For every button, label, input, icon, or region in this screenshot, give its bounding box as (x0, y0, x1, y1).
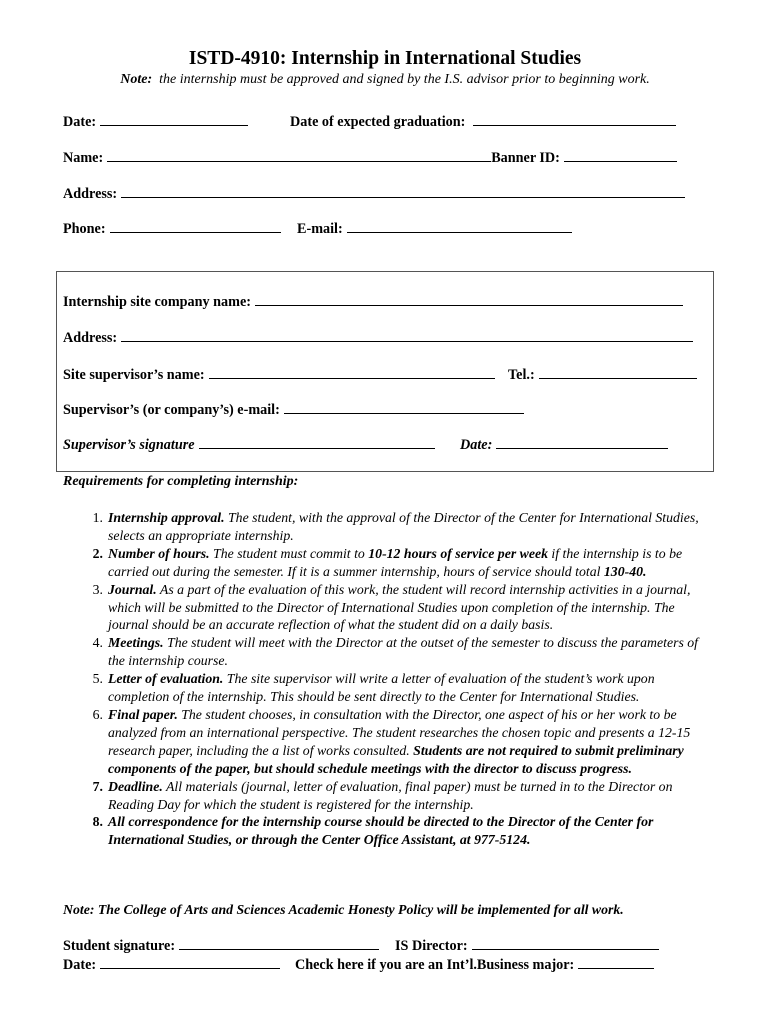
tel-label: Tel.: (508, 367, 535, 383)
supervisor-name-line[interactable] (209, 366, 495, 379)
company-field[interactable] (63, 293, 683, 311)
banner-id-label: Banner ID: (491, 150, 560, 166)
graduation-field[interactable] (290, 113, 676, 131)
approval-note (0, 72, 770, 88)
item-title: Internship approval. (108, 510, 225, 525)
list-item (63, 509, 713, 545)
item-title: Final paper. (108, 706, 178, 722)
supervisor-name-field[interactable] (63, 366, 495, 384)
list-item (63, 778, 713, 814)
signature-date-label: Date: (460, 437, 493, 453)
list-item (63, 545, 713, 581)
business-major-label: Check here if you are an Int’l.Business major: (295, 957, 575, 973)
tel-field[interactable] (508, 366, 697, 384)
item-number: 1. (92, 510, 103, 525)
item-number: 3. (92, 581, 103, 597)
address-line[interactable] (121, 185, 685, 198)
bottom-date-field[interactable] (63, 956, 280, 974)
address-field[interactable] (63, 185, 685, 203)
is-director-field[interactable] (395, 937, 659, 955)
item-title: Number of hours. (108, 545, 210, 561)
address-label: Address: (63, 186, 118, 202)
note-label: Note: (120, 72, 153, 87)
date-field[interactable] (63, 113, 248, 131)
item-number: 7. (92, 778, 103, 794)
name-label: Name: (63, 150, 104, 166)
email-label: E-mail: (297, 221, 343, 237)
note-text: the internship must be approved and signed by the I.S. advisor prior to beginning work. (159, 72, 650, 87)
list-item (63, 670, 713, 706)
is-director-line[interactable] (472, 937, 659, 950)
name-line[interactable] (107, 149, 491, 162)
is-director-label: IS Director: (395, 938, 468, 954)
phone-line[interactable] (110, 220, 281, 233)
page-title: ISTD-4910: Internship in International Studies (188, 48, 582, 69)
supervisor-signature-field[interactable] (63, 436, 435, 454)
item-number: 2. (92, 545, 103, 561)
item-text: The site supervisor will write a letter of evaluation of the student’s work upon completion of the internship. This should be sent directly to the Center for International Studies. (108, 671, 655, 705)
signature-date-line[interactable] (496, 436, 668, 449)
item-text: As a part of the evaluation of this work, the student will record internship activities in a journal, which will be submitted to the Director of International Studies upon completion of the internship. The journal should be an accurate reflection of what the student did on a daily basis. (108, 581, 691, 633)
item-title: Deadline. (108, 778, 163, 794)
honesty-policy-note: Note: The College of Arts and Sciences Academic Honesty Policy will be implemented for all work. (63, 902, 624, 917)
supervisor-signature-label: Supervisor’s signature (63, 437, 195, 453)
phone-label: Phone: (63, 221, 106, 237)
tel-line[interactable] (539, 366, 697, 379)
item-title: Meetings. (108, 635, 164, 651)
site-address-field[interactable] (63, 329, 693, 347)
item-text: The student, with the approval of the Director of the Center for International Studies, selects an appropriate internship. (108, 510, 699, 543)
item-emphasis: 130-40. (603, 563, 647, 579)
student-signature-label: Student signature: (63, 938, 176, 954)
bottom-date-line[interactable] (100, 956, 280, 969)
list-item (63, 706, 713, 778)
date-line[interactable] (100, 113, 248, 126)
item-text: The student must commit to (209, 545, 369, 561)
site-address-line[interactable] (121, 329, 693, 342)
bottom-date-label: Date: (63, 957, 97, 973)
graduation-label: Date of expected graduation: (290, 114, 466, 130)
supervisor-signature-line[interactable] (199, 436, 435, 449)
graduation-line[interactable] (473, 113, 676, 126)
item-text: All materials (journal, letter of evaluation, final paper) must be turned in to the Director on Reading Day for which the student is registered for the internship. (108, 778, 673, 812)
list-item (63, 581, 713, 635)
item-number: 4. (92, 635, 103, 651)
requirements-list (63, 509, 713, 849)
item-emphasis: All correspondence for the internship course should be directed to the Director of the Center for International Studies, or through the Center Office Assistant, at 977-5124. (108, 814, 654, 848)
item-number: 5. (92, 671, 103, 687)
item-title: Letter of evaluation. (108, 671, 224, 687)
list-item (63, 813, 713, 849)
item-number: 8. (92, 814, 103, 830)
supervisor-email-line[interactable] (284, 401, 524, 414)
email-line[interactable] (347, 220, 572, 233)
signature-date-field[interactable] (460, 436, 668, 454)
requirements-heading: Requirements for completing internship: (63, 474, 299, 489)
supervisor-name-label: Site supervisor’s name: (63, 367, 205, 383)
supervisor-email-field[interactable] (63, 401, 524, 419)
email-field[interactable] (297, 220, 572, 238)
company-line[interactable] (255, 293, 683, 306)
item-text: if the internship is to be carried out during the semester. If it is a summer internship, hours of service should total (108, 545, 683, 579)
business-major-checkline[interactable] (578, 956, 654, 969)
site-address-label: Address: (63, 330, 118, 346)
date-label: Date: (63, 114, 97, 130)
phone-field[interactable] (63, 220, 281, 238)
student-signature-line[interactable] (179, 937, 379, 950)
item-emphasis: 10-12 hours of service per week (368, 545, 548, 561)
item-text: The student will meet with the Director at the outset of the semester to discuss the parameters of the internship course. (108, 635, 699, 669)
company-label: Internship site company name: (63, 294, 251, 310)
list-item (63, 634, 713, 670)
student-signature-field[interactable] (63, 937, 379, 955)
supervisor-email-label: Supervisor’s (or company’s) e-mail: (63, 402, 280, 418)
banner-id-line[interactable] (564, 149, 677, 162)
item-emphasis: Students are not required to submit preliminary components of the paper, but should schedule meetings with the director to discuss progress. (108, 742, 684, 776)
name-field[interactable] (63, 149, 677, 167)
item-text: The student chooses, in consultation with the Director, one aspect of his or her work to be analyzed from an international perspective. The student researches the chosen topic and presents a 12-15 research paper, including the a list of works consulted. (108, 706, 691, 758)
item-number: 6. (92, 706, 103, 722)
item-title: Journal. (108, 581, 157, 597)
business-major-field[interactable] (295, 956, 654, 974)
